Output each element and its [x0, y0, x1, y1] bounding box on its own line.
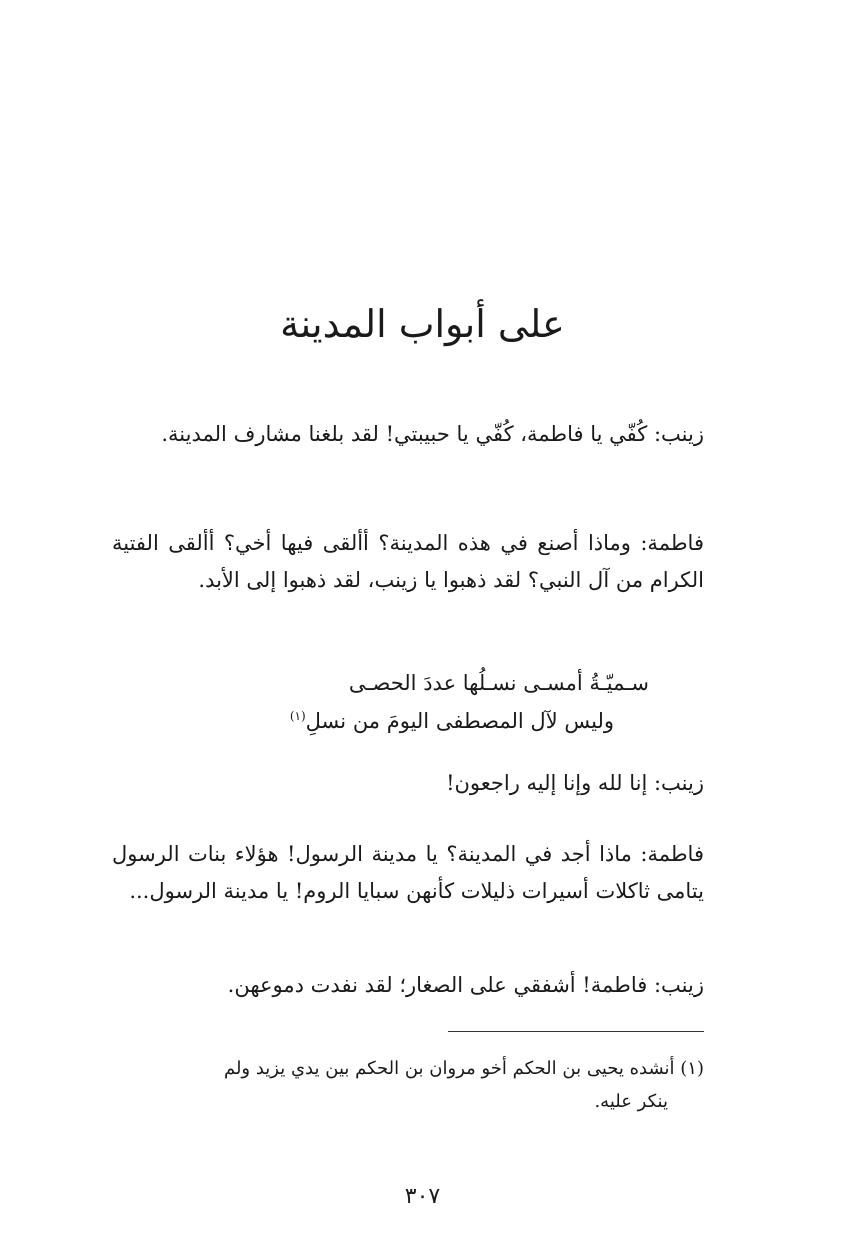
- paragraph-fatima-2: فاطمة: ماذا أجد في المدينة؟ يا مدينة الرسول! هؤلاء بنات الرسول يتامى ثاكلات أسيرات ذليلات كأنهن سبايا الروم! يا مدينة الرسول...: [112, 842, 704, 903]
- poem-verse-2: [112, 703, 704, 740]
- paragraph-fatima-1: فاطمة: وماذا أصنع في هذه المدينة؟ أألقى فيها أخي؟ أألقى الفتية الكرام من آل النبي؟ لقد ذهبوا يا زينب، لقد ذهبوا إلى الأبد.: [112, 531, 704, 592]
- footnote: [112, 1052, 704, 1118]
- paragraph-zainab-2: زينب: إنا لله وإنا إليه راجعون!: [446, 771, 704, 795]
- footnote-line-2: ينكر عليه.: [594, 1091, 668, 1112]
- verse-line-1: سـميّـةُ أمسـى نسـلُها عددَ الحصـى: [348, 671, 649, 695]
- verse-line-2-text: وليس لآل المصطفى اليومَ من نسلِ: [305, 709, 614, 733]
- footnote-line-1: (١) أنشده يحيى بن الحكم أخو مروان بن الحكم بين يدي يزيد ولم: [223, 1058, 704, 1079]
- paragraph-zainab-3: زينب: فاطمة! أشفقي على الصغار؛ لقد نفدت دموعهن.: [227, 973, 704, 997]
- poem-verse: [112, 665, 704, 702]
- page-number: ٣٠٧: [404, 1184, 441, 1209]
- paragraph-zainab-1: زينب: كُفّي يا فاطمة، كُفّي يا حبيبتي! لقد بلغنا مشارف المدينة.: [161, 422, 704, 446]
- footnote-divider: [448, 1031, 704, 1032]
- footnote-reference-marker[interactable]: (١): [289, 709, 306, 723]
- chapter-title: على أبواب المدينة: [280, 302, 565, 346]
- verse-line-2: [112, 703, 704, 740]
